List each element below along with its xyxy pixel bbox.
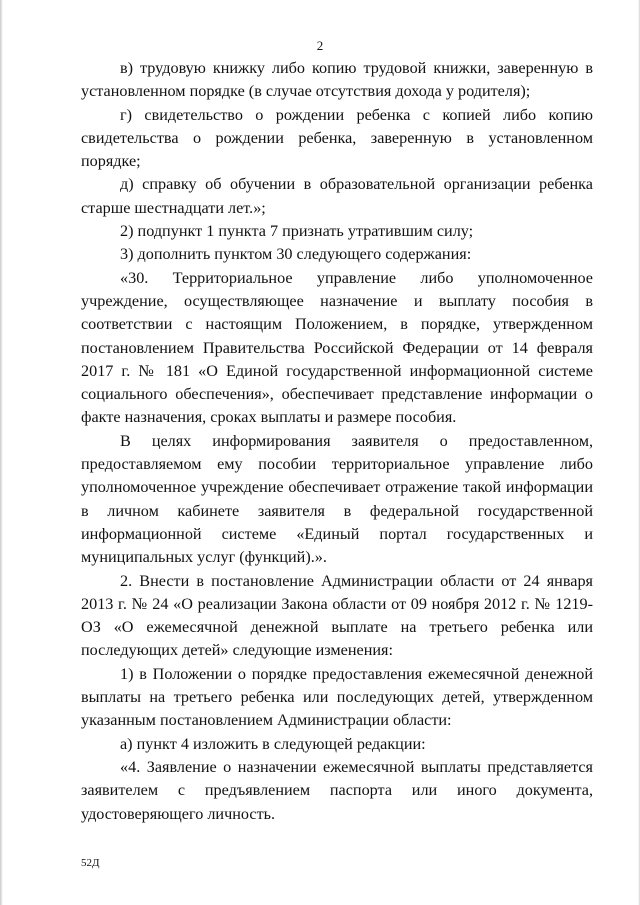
paragraph-informing: В целях информирования заявителя о предоставленном, предоставляемом ему пособии территориальное управление либо уполномоченное учреждение обеспечивает отражение такой информации в личном кабинете заявителя в федеральной государственной информационной системе «Единый портал государственных и муниципальных услуг (функций).». <box>81 431 593 567</box>
paragraph-item-d: д) справку об обучении в образовательной организации ребенка старше шестнадцати лет.»; <box>81 175 593 217</box>
document-body <box>81 57 593 826</box>
paragraph-subpoint-1: 1) в Положении о порядке предоставления ежемесячной денежной выплаты на третьего ребенка или последующих детей, утвержденном указанным постановлением Администрации области: <box>81 664 593 730</box>
paragraph-point-30: «30. Территориальное управление либо уполномоченное учреждение, осуществляющее назначение и выплату пособия в соответствии с настоящим Положением, в порядке, утвержденном постановлением Правительства Российской Федерации от 14 февраля 2017 г. № 181 «О Единой государственной информационной системе социального обеспечения», обеспечивает представление информации о факте назначения, сроках выплаты и размере пособия. <box>81 268 593 427</box>
paragraph-item-v: в) трудовую книжку либо копию трудовой книжки, заверенную в установленном порядке (в случае отсутствия дохода у родителя); <box>81 59 593 101</box>
page-number: 2 <box>316 38 324 53</box>
scan-edge-left <box>0 0 3 905</box>
paragraph-section-2: 2. Внести в постановление Администрации области от 24 января 2013 г. № 24 «О реализации Закона области от 09 ноября 2012 г. № 1219-ОЗ «О ежемесячной денежной выплате на третьего ребенка или последующих детей» следующие изменения: <box>81 571 593 660</box>
footer-document-code: 52Д <box>81 857 100 869</box>
paragraph-subpoint-3: 3) дополнить пунктом 30 следующего содержания: <box>120 245 472 264</box>
paragraph-subpoint-2: 2) подпункт 1 пункта 7 признать утратившим силу; <box>120 222 474 241</box>
paragraph-item-a: а) пункт 4 изложить в следующей редакции: <box>120 734 426 753</box>
paragraph-point-4: «4. Заявление о назначении ежемесячной выплаты представляется заявителем с предъявлением паспорта или иного документа, удостоверяющего личность. <box>81 757 593 823</box>
paragraph-item-g: г) свидетельство о рождении ребенка с копией либо копию свидетельства о рождении ребенка, заверенную в установленном порядке; <box>81 105 593 171</box>
